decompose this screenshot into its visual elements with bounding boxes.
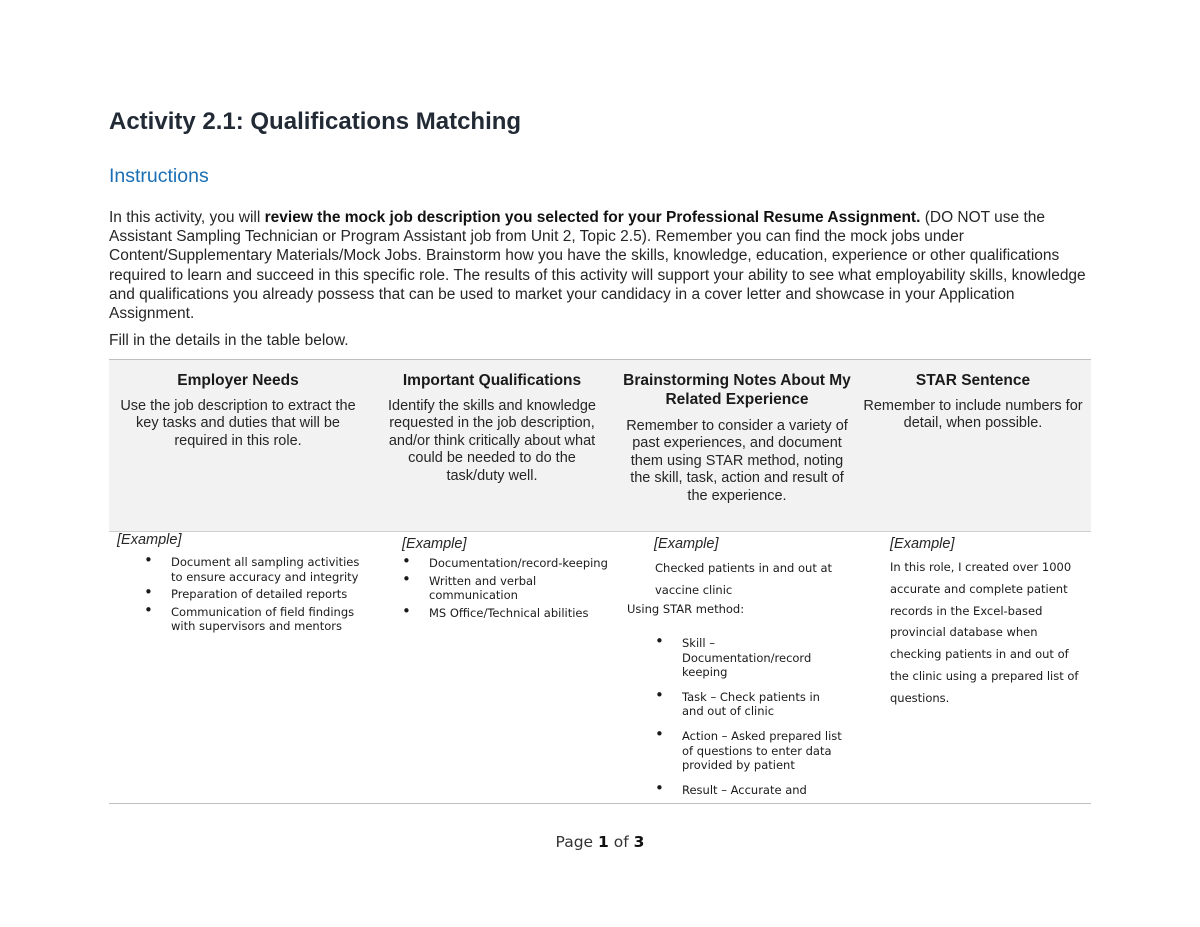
- star-sentence-text: In this role, I created over 1000 accurate and complete patient records in the Excel-based provincial database when checking patients in and out of the clinic using a prepared list of questions.: [890, 560, 1079, 705]
- intro-text-1: In this activity, you will: [109, 209, 265, 226]
- header-description: Remember to include numbers for detail, when possible.: [863, 398, 1083, 432]
- total-pages-number: 3: [633, 833, 645, 851]
- header-title: Employer Needs: [177, 372, 299, 389]
- list-item: • Document all sampling activities to ensure accuracy and integrity: [144, 551, 360, 584]
- header-description: Remember to consider a variety of past experiences, and document them using STAR method, noting the skill, task, action and result of the experience.: [626, 418, 848, 504]
- list-item: • Written and verbal communication: [402, 569, 537, 603]
- qualifications-table: [109, 359, 1091, 804]
- list-item: • Task – Check patients in and out of clinic: [655, 685, 820, 719]
- header-brainstorming-notes: [623, 371, 851, 505]
- star-method-label: Using STAR method:: [627, 602, 745, 616]
- header-star-sentence: [863, 371, 1083, 433]
- bullet-icon: •: [655, 724, 664, 743]
- intro-paragraph: [109, 208, 1099, 323]
- instructions-heading: Instructions: [109, 165, 209, 187]
- bullet-icon: •: [655, 632, 664, 650]
- example-label: [Example]: [890, 536, 955, 552]
- table-header-row: [109, 360, 1091, 532]
- example-label: [Example]: [402, 536, 467, 552]
- bullet-icon: •: [402, 601, 411, 620]
- fill-instruction: Fill in the details in the table below.: [109, 332, 349, 349]
- page-title: Activity 2.1: Qualifications Matching: [109, 108, 522, 135]
- list-item: • Result – Accurate and: [655, 778, 807, 797]
- intro-text-2: (DO NOT use the Assistant Sampling Technician or Program Assistant job from Unit 2, Topic 2.5). Remember you can find the mock jobs under Content/Supplementary Materials/Mock Jobs. Brainstorm how you have the skills, knowledge, education, experience or other qualifications required to learn and succeed in this specific role. The results of this activity will support your ability to see what employability skills, knowledge and qualifications you already possess that can be used to market your candidacy in a cover letter and showcase in your Application Assignment.: [109, 209, 1086, 323]
- example-label: [Example]: [654, 536, 719, 552]
- header-title: Brainstorming Notes About My Related Experience: [623, 372, 851, 408]
- header-important-qualifications: [379, 371, 605, 485]
- bullet-icon: •: [402, 569, 411, 588]
- list-item: • Communication of field findings with supervisors and mentors: [144, 600, 355, 634]
- star-method-list: [655, 632, 842, 797]
- of-label: of: [613, 833, 629, 851]
- header-description: Use the job description to extract the key tasks and duties that will be required in this role.: [120, 398, 356, 449]
- header-employer-needs: [115, 371, 361, 450]
- bullet-icon: •: [655, 778, 664, 797]
- brainstorm-intro: Checked patients in and out at vaccine clinic: [655, 561, 833, 597]
- bullet-icon: •: [144, 551, 153, 569]
- bullet-icon: •: [144, 600, 153, 619]
- employer-needs-cell: [117, 532, 367, 634]
- header-title: STAR Sentence: [915, 372, 1031, 389]
- header-description: Identify the skills and knowledge requested in the job description, and/or think critically about what could be needed to do the task/duty well.: [388, 398, 596, 484]
- brainstorm-cell: [627, 536, 857, 797]
- bullet-icon: •: [655, 685, 664, 704]
- intro-bold-text: review the mock job description you selected for your Professional Resume Assignment.: [264, 209, 921, 226]
- qualifications-cell: [402, 536, 612, 620]
- employer-needs-list: [144, 551, 363, 634]
- list-item: • Skill – Documentation/record keeping: [655, 632, 812, 680]
- bullet-icon: •: [402, 552, 411, 570]
- list-item: • MS Office/Technical abilities: [402, 601, 589, 620]
- page-label: Page: [555, 833, 594, 851]
- page-footer: [0, 833, 1200, 851]
- list-item: • Action – Asked prepared list of questions to enter data provided by patient: [655, 724, 842, 773]
- star-sentence-cell: [890, 536, 1086, 710]
- current-page-number: 1: [598, 833, 609, 851]
- qualifications-list: [402, 552, 609, 620]
- bullet-icon: •: [144, 583, 153, 602]
- example-label: [Example]: [117, 532, 182, 548]
- header-title: Important Qualifications: [402, 372, 582, 389]
- list-item: • Documentation/record-keeping: [402, 552, 608, 570]
- list-item: • Preparation of detailed reports: [144, 583, 348, 602]
